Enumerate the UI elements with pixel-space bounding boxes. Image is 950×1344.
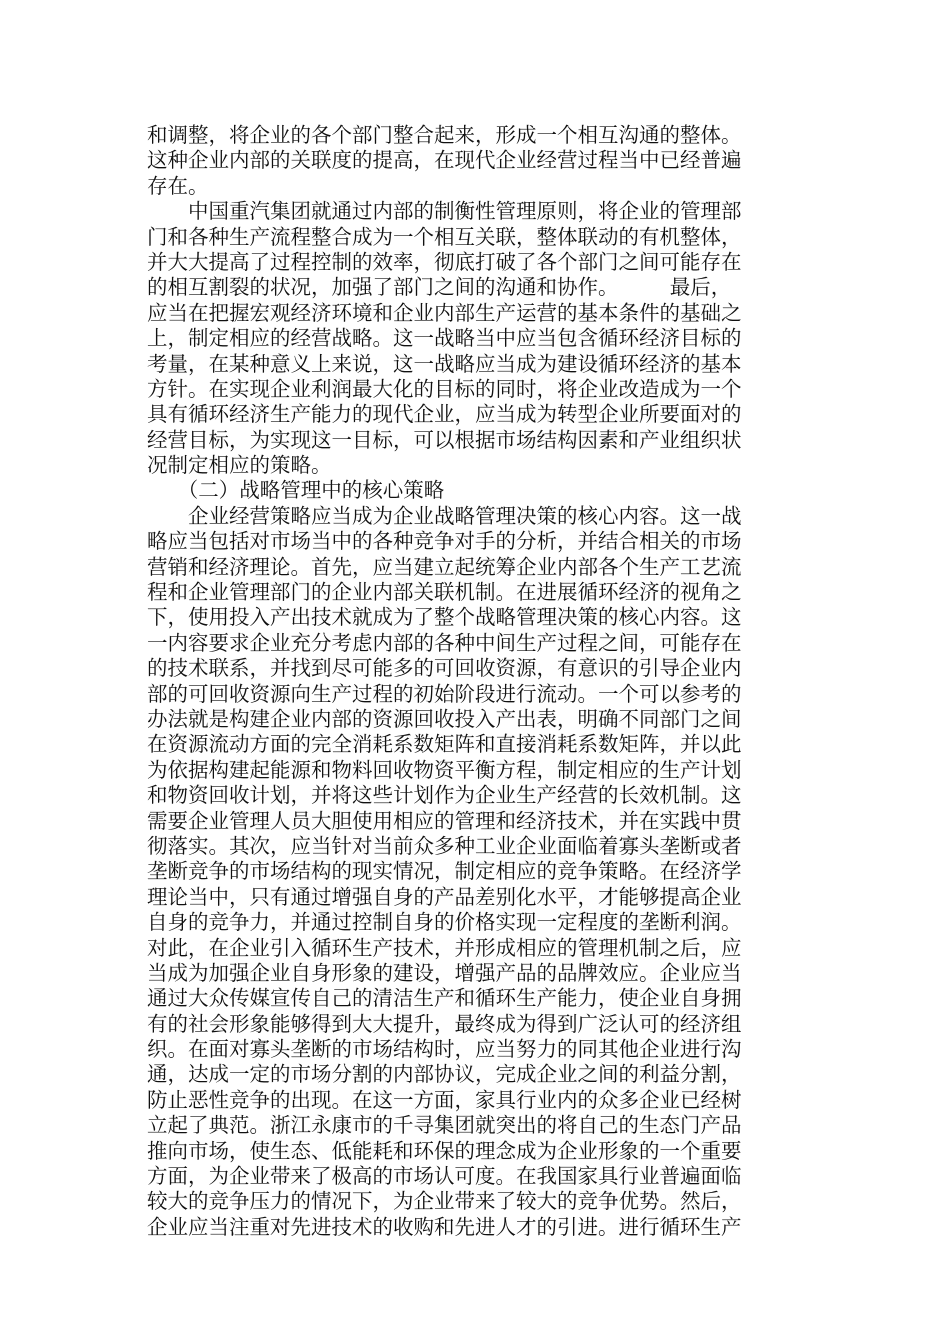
text-line: 织。在面对寡头垄断的市场结构时，应当努力的同其他企业进行沟 bbox=[147, 1037, 742, 1062]
text-line: 对此，在企业引入循环生产技术，并形成相应的管理机制之后，应 bbox=[147, 935, 742, 960]
text-line: 方针。在实现企业利润最大化的目标的同时，将企业改造成为一个 bbox=[147, 376, 742, 401]
text-line: 办法就是构建企业内部的资源回收投入产出表，明确不同部门之间 bbox=[147, 706, 742, 731]
text-line: 有的社会形象能够得到大大提升，最终成为得到广泛认可的经济组 bbox=[147, 1011, 742, 1036]
text-line: 应当在把握宏观经济环境和企业内部生产运营的基本条件的基础之 bbox=[147, 300, 742, 325]
text-line: 考量，在某种意义上来说，这一战略应当成为建设循环经济的基本 bbox=[147, 351, 742, 376]
text-line: 门和各种生产流程整合成为一个相互关联，整体联动的有机整体， bbox=[147, 224, 742, 249]
text-line: 当成为加强企业自身形象的建设，增强产品的品牌效应。企业应当 bbox=[147, 960, 742, 985]
text-line: 防止恶性竞争的出现。在这一方面，家具行业内的众多企业已经树 bbox=[147, 1087, 742, 1112]
text-line: 一内容要求企业充分考虑内部的各种中间生产过程之间，可能存在 bbox=[147, 630, 742, 655]
text-line: 彻落实。其次，应当针对当前众多种工业企业面临着寡头垄断或者 bbox=[147, 833, 742, 858]
body-text bbox=[147, 123, 801, 1240]
text-line: 在资源流动方面的完全消耗系数矩阵和直接消耗系数矩阵，并以此 bbox=[147, 732, 742, 757]
text-line: 推向市场，使生态、低能耗和环保的理念成为企业形象的一个重要 bbox=[147, 1138, 742, 1163]
text-line: 上，制定相应的经营战略。这一战略当中应当包含循环经济目标的 bbox=[147, 326, 742, 351]
text-line: 略应当包括对市场当中的各种竞争对手的分析，并结合相关的市场 bbox=[147, 529, 742, 554]
text-line: 为依据构建起能源和物料回收物资平衡方程，制定相应的生产计划 bbox=[147, 757, 742, 782]
text-line: 通过大众传媒宣传自己的清洁生产和循环生产能力，使企业自身拥 bbox=[147, 986, 742, 1011]
text-line: 经营目标，为实现这一目标，可以根据市场结构因素和产业组织状 bbox=[147, 427, 742, 452]
text-line: 的技术联系，并找到尽可能多的可回收资源，有意识的引导企业内 bbox=[147, 656, 742, 681]
text-line: 程和企业管理部门的企业内部关联机制。在进展循环经济的视角之 bbox=[147, 580, 742, 605]
text-line: 企业经营策略应当成为企业战略管理决策的核心内容。这一战 bbox=[147, 503, 742, 528]
text-line: 企业应当注重对先进技术的收购和先进人才的引进。进行循环生产 bbox=[147, 1214, 742, 1239]
text-line: 较大的竞争压力的情况下，为企业带来了较大的竞争优势。然后， bbox=[147, 1189, 742, 1214]
text-line: 具有循环经济生产能力的现代企业，应当成为转型企业所要面对的 bbox=[147, 402, 742, 427]
text-line: 部的可回收资源向生产过程的初始阶段进行流动。一个可以参考的 bbox=[147, 681, 742, 706]
text-line: 自身的竞争力，并通过控制自身的价格实现一定程度的垄断利润。 bbox=[147, 910, 742, 935]
text-line: 和物资回收计划，并将这些计划作为企业生产经营的长效机制。这 bbox=[147, 783, 742, 808]
text-line: 并大大提高了过程控制的效率，彻底打破了各个部门之间可能存在 bbox=[147, 249, 742, 274]
text-line: 况制定相应的策略。 bbox=[147, 453, 332, 478]
text-line: 和调整，将企业的各个部门整合起来，形成一个相互沟通的整体。 bbox=[147, 123, 742, 147]
text-line: 理论当中，只有通过增强自身的产品差别化水平，才能够提高企业 bbox=[147, 884, 742, 909]
text-line: 立起了典范。浙江永康市的千寻集团就突出的将自己的生态门产品 bbox=[147, 1113, 742, 1138]
text-line: 需要企业管理人员大胆使用相应的管理和经济技术，并在实践中贯 bbox=[147, 808, 742, 833]
text-line: 营销和经济理论。首先，应当建立起统筹企业内部各个生产工艺流 bbox=[147, 554, 742, 579]
section-heading: （二）战略管理中的核心策略 bbox=[147, 478, 445, 503]
text-line: 这种企业内部的关联度的提高，在现代企业经营过程当中已经普遍 bbox=[147, 148, 742, 173]
text-line: 下，使用投入产出技术就成为了整个战略管理决策的核心内容。这 bbox=[147, 605, 742, 630]
text-line: 存在。 bbox=[147, 173, 209, 198]
text-line: 通，达成一定的市场分割的内部协议，完成企业之间的利益分割， bbox=[147, 1062, 742, 1087]
text-line: 的相互割裂的状况，加强了部门之间的沟通和协作。 最后， bbox=[147, 275, 732, 300]
text-line: 中国重汽集团就通过内部的制衡性管理原则，将企业的管理部 bbox=[147, 199, 742, 224]
text-line: 垄断竞争的市场结构的现实情况，制定相应的竞争策略。在经济学 bbox=[147, 859, 742, 884]
text-line: 方面，为企业带来了极高的市场认可度。在我国家具行业普遍面临 bbox=[147, 1164, 742, 1189]
